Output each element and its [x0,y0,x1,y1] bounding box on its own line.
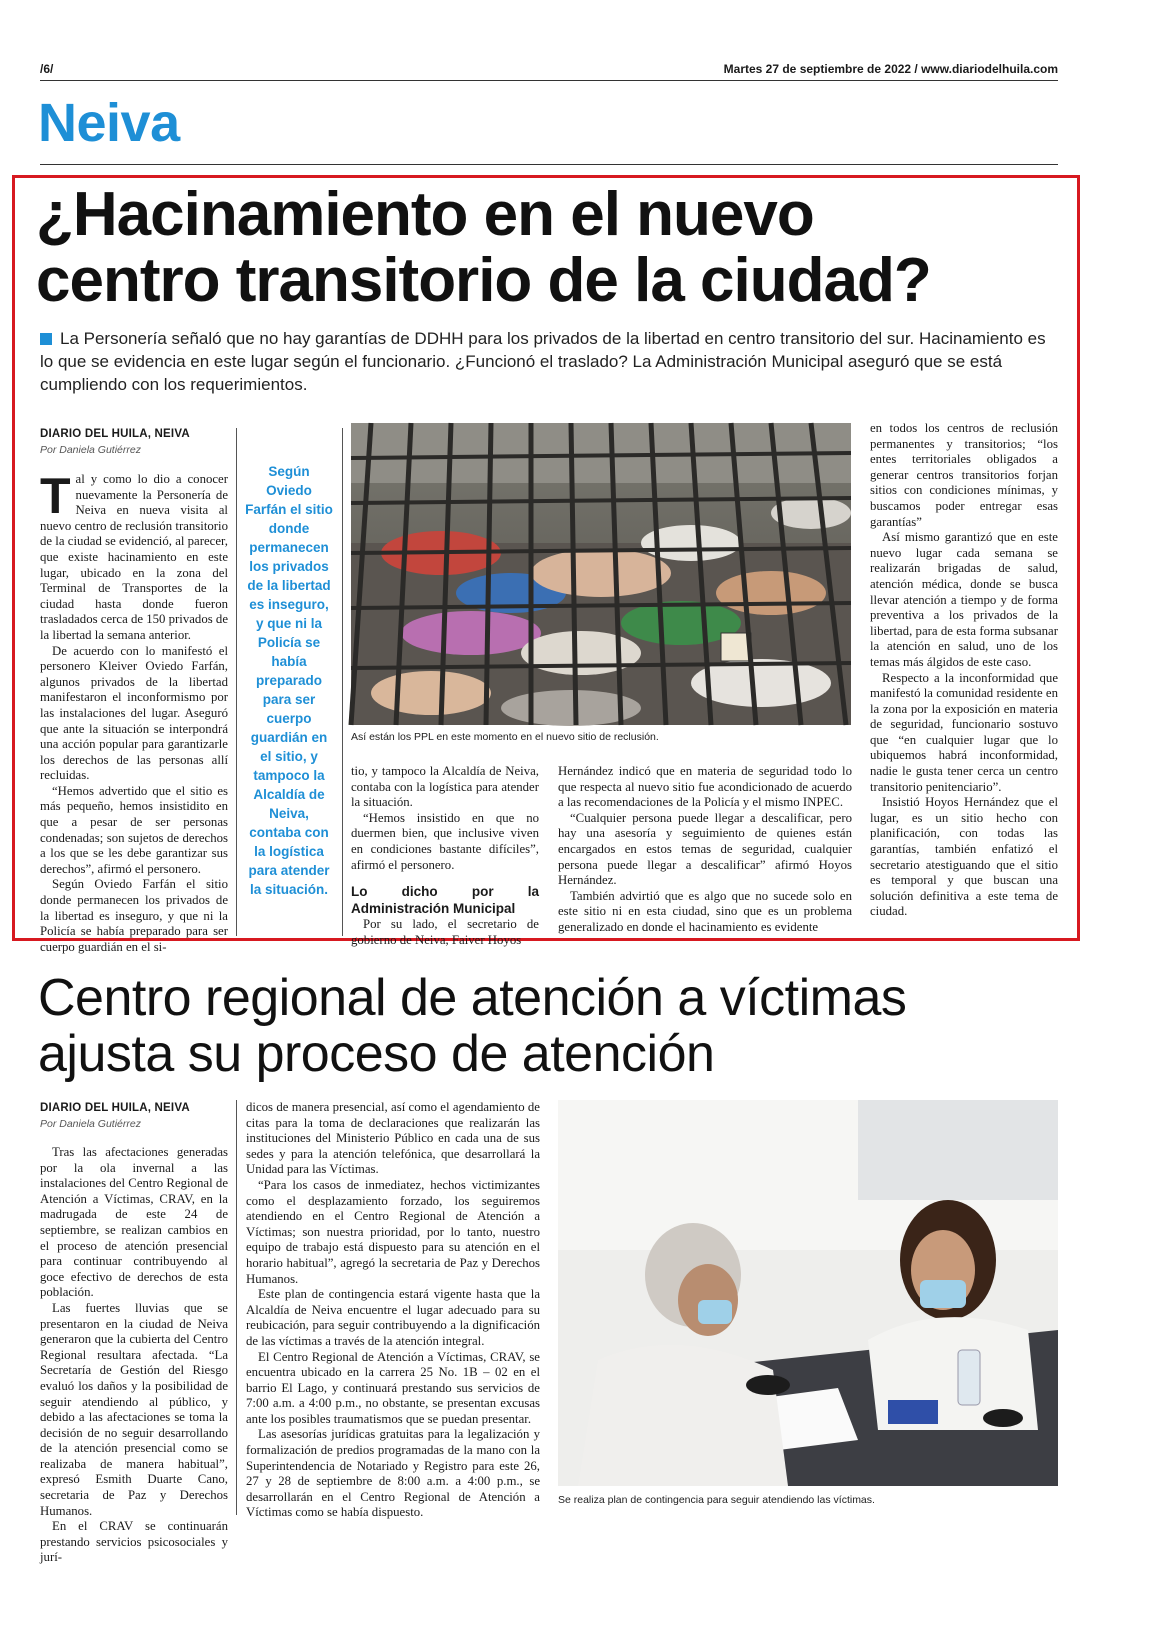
story1-column-5 [870,421,1058,937]
paragraph: Hernández indicó que en materia de seguridad todo lo que respecta al nuevo sitio fue acondicionado de acuerdo a las recomendaciones de la Policía y el mismo INPEC. [558,764,852,810]
photo-caption: Así están los PPL en este momento en el nuevo sitio de reclusión. [351,731,659,743]
paragraph: “Cualquier persona puede llegar a descalificar, pero hay una asesoría y seguimiento de quienes están encargados en estos temas de seguridad, cualquier persona puede llegar a descalificar” afirmó Hoyos Hernández. [558,810,852,888]
story2-byline: DIARIO DEL HUILA, NEIVA [40,1102,190,1114]
paragraph: Tras las afectaciones generadas por la ola invernal a las instalaciones del Centro Regional de Atención a Víctimas, CRAV, en la madrugada de este 24 de septiembre, se realizan cambios en el proceso de atención presencial para continuar contribuyendo al goce efectivo de derechos de esta población. [40,1145,228,1300]
date-and-site: Martes 27 de septiembre de 2022 / www.diariodelhuila.com [723,62,1058,76]
paragraph: Por su lado, el secretario de gobierno de Neiva, Faiver Hoyos [351,917,539,947]
section-title: Neiva [38,93,180,153]
story2-column-2 [246,1100,540,1520]
section-rule [40,164,1058,165]
paragraph: al y como lo dio a conocer nuevamente la Personería de Neiva en nueva visita al nuevo centro de reclusión transitorio de la ciudad se evidenció, al parecer, que existe hacinamiento en este lugar, ubicado en la zona del Terminal de Transportes de la ciudad hasta donde fueron trasladados cerca de 150 privados de la libertad la semana anterior. [40,472,228,642]
story1-column-1 [40,468,228,954]
paragraph: De acuerdo con lo manifestó el personero Kleiver Oviedo Farfán, algunos privados de la libertad manifestaron el inconformismo por las instalaciones del lugar. Aseguró que ante la situación se interpondrá una acción popular para garantizarle los derechos de las personas allí recluidas. [40,643,228,783]
story2-author: Por Daniela Gutiérrez [40,1118,141,1130]
headline-line: ¿Hacinamiento en el nuevo [36,180,814,249]
story1-byline: DIARIO DEL HUILA, NEIVA [40,428,190,440]
story1-lede [40,327,1055,396]
paragraph: en todos los centros de reclusión permanentes y transitorios; “los entes territoriales obligados a generar centros transitorios forjan sitios con condiciones mínimas, y buscamos poder entregar esas garantías” [870,421,1058,529]
pull-quote: Según Oviedo Farfán el sitio donde permanecen los privados de la libertad es inseguro, y que ni la Policía se había preparado para ser cuerpo guardián en el sitio, y tampoco la Alcaldía de Neiva, contaba con la logística para atender la situación. [245,464,333,897]
paragraph: “Hemos insistido en que no duermen bien, que inclusive viven en condiciones bastante difíciles”, afirmó el personero. [351,810,539,872]
story2-headline [38,970,906,1082]
paragraph: Insistió Hoyos Hernández que el lugar, es un sitio hecho con planificación, con todas las garantías, también enfatizó el secretario atestiguando que el sitio es temporal y que buscan una solución definitiva a este tema de ciudad. [870,795,1058,919]
photo-victims-attention [558,1100,1058,1486]
story1-column-4 [558,764,852,938]
photo-prison-cell-image [351,423,851,725]
paragraph: Así mismo garantizó que en este nuevo lugar cada semana se realizarán brigadas de salud, atención médica, donde se busca llevar atención a tiempo y de forma preventiva a los privados de la libertad, para de esta forma subsanar la atención en salud, uno de los temas más álgidos de este caso. [870,530,1058,669]
photo-victims-attention-image [558,1100,1058,1486]
photo-prison-cell [351,423,851,725]
photo-caption: Se realiza plan de contingencia para seguir atendiendo las víctimas. [558,1494,875,1506]
paragraph: Las asesorías jurídicas gratuitas para la legalización y formalización de predios programadas de la mano con la Superintendencia de Notariado y Registro para este 26, 27 y 28 de septiembre de 8:00 a.m. a 4:00 p.m., se desarrollarán en el Centro Regional de Atención a Víctimas como se había dispuesto. [246,1427,540,1520]
story1-author: Por Daniela Gutiérrez [40,444,141,456]
bullet-square-icon [40,333,52,345]
lede-text: La Personería señaló que no hay garantías de DDHH para los privados de la libertad en centro transitorio del sur. Hacinamiento es lo que se evidencia en este lugar según el funcionario. ¿Funcionó el traslado? La Administración Municipal aseguró que se está cumpliendo con los requerimientos. [40,329,1046,394]
paragraph: “Para los casos de inmediatez, hechos victimizantes como el desplazamiento forzado, los seguiremos atendiendo en el Centro Regional de Atención a Víctimas; son nuestra prioridad, por lo tanto, nuestro equipo de trabajo está dispuesto para su atención en el horario habitual”, agregó la secretaria de Paz y Derechos Humanos. [246,1177,540,1286]
paragraph: Según Oviedo Farfán el sitio donde permanecen los privados de la libertad es inseguro, y que ni la Policía se había preparado para ser cuerpo guardián en el si- [40,877,228,954]
paragraph: El Centro Regional de Atención a Víctimas, CRAV, se encuentra ubicado en la carrera 25 No. 1B – 02 en el barrio El Lago, y continuará prestando sus servicios de 7:00 a.m. a 4:00 p.m., no obstante, se presentan excusas ante los posibles traumatismos que se puedan presentar. [246,1349,540,1426]
headline-line: ajusta su proceso de atención [38,1025,715,1084]
story1-headline [36,182,931,313]
subheading: Lo dicho por la Administración Municipal [351,884,539,917]
paragraph: tio, y tampoco la Alcaldía de Neiva, contaba con la logística para atender la situación. [351,764,539,810]
paragraph: En el CRAV se continuarán prestando servicios psicosociales y jurí- [40,1519,228,1565]
paragraph: Respecto a la inconformidad que manifestó la comunidad residente en la zona por la exposición en materia de seguridad, funcionario sostuvo que “en cualquier lugar que lo ubiquemos habrá inconformidad, nadie le gusta tener cerca un centro transitorio penitenciario”. [870,670,1058,794]
paragraph: También advirtió que es algo que no sucede solo en este sitio ni en esta ciudad, sino que es un problema generalizado en donde el hacinamiento es evidente [558,888,852,934]
page-number: /6/ [40,62,54,76]
story2-column-1 [40,1145,228,1565]
headline-line: Centro regional de atención a víctimas [38,969,907,1027]
story1-column-3 [351,764,539,947]
paragraph: Este plan de contingencia estará vigente hasta que la Alcaldía de Neiva encuentre el lugar adecuado para su reubicación, para seguir contribuyendo a la dignificación de las víctimas a través de la atención integral. [246,1287,540,1348]
column-divider [342,428,343,936]
header-rule [40,80,1058,81]
headline-line: centro transitorio de la ciudad? [36,245,931,315]
paragraph: dicos de manera presencial, así como el agendamiento de citas para la toma de declaraciones que realizarán las instituciones del Ministerio Público en cada una de sus sedes y para la atención telefónica, que desarrollará la Unidad para las Víctimas. [246,1100,540,1177]
column-divider [236,428,237,936]
dropcap: T [40,468,71,524]
paragraph: Las fuertes lluvias que se presentaron en la ciudad de Neiva generaron que la cubierta del Centro Regional resultara afectada. “La Secretaría de Gestión del Riesgo evaluó los daños y la posibilidad de seguir atendiendo al público, y debido a las afectaciones se toma la decisión de no seguir desarrollando de la atención presencial como se realizaba de manera habitual”, expresó Esmith Duarte Cano, secretaria de Paz y Derechos Humanos. [40,1300,228,1518]
column-divider [236,1100,237,1515]
paragraph: “Hemos advertido que el sitio es más pequeño, hemos insistidito en que a pesar de ser personas condenadas; son sujetos de derechos a los que se les debe garantizar sus derechos”, afirmó el personero. [40,783,228,876]
